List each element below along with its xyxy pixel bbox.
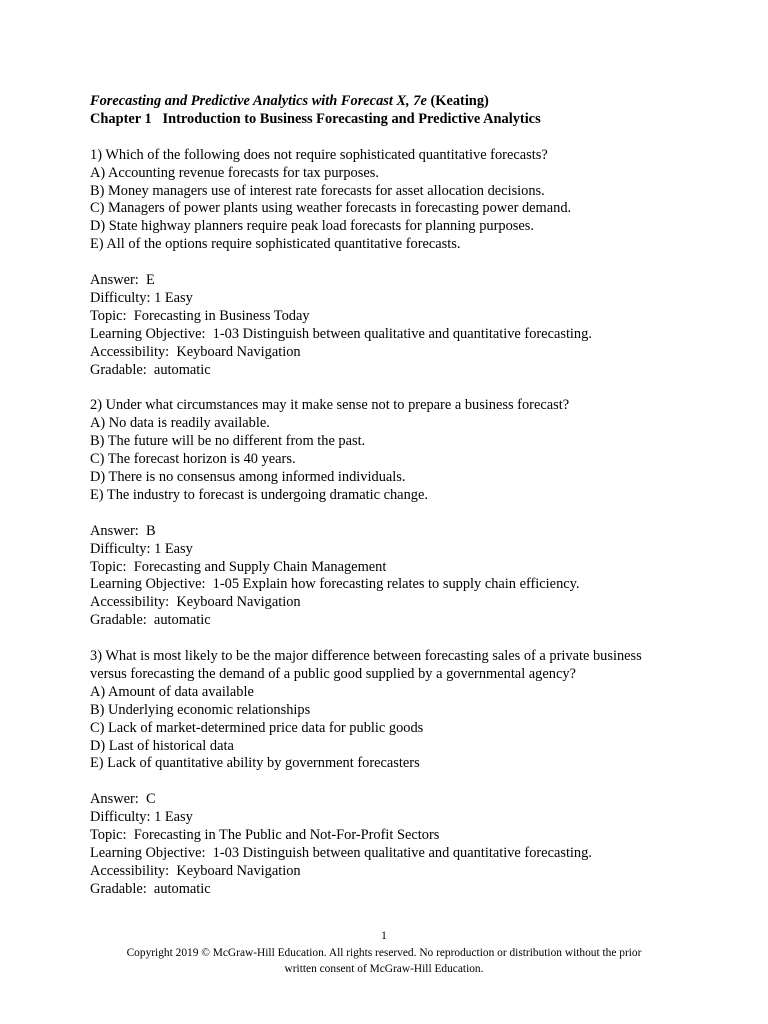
spacer [90,505,690,523]
question-stem: 2) Under what circumstances may it make sense not to prepare a business forecast? [90,397,570,414]
answer-option: E) All of the options require sophisticated quantitative forecasts. [90,236,461,253]
answer-option: A) Amount of data available [90,683,254,700]
answer-option: B) Underlying economic relationships [90,701,311,718]
question-block [90,397,690,648]
question-stem: versus forecasting the demand of a public good supplied by a governmental agency? [90,665,576,682]
question-meta: Accessibility: Keyboard Navigation [90,343,301,360]
book-author: (Keating) [430,93,489,109]
question-meta: Gradable: automatic [90,880,211,897]
question-meta: Accessibility: Keyboard Navigation [90,594,301,611]
question-block [90,648,690,899]
question-block [90,147,690,398]
question-meta: Topic: Forecasting in Business Today [90,307,310,324]
document-page [90,93,690,899]
answer-option: C) Lack of market-determined price data for public goods [90,719,424,736]
answer-option: D) State highway planners require peak load forecasts for planning purposes. [90,218,534,235]
question-meta: Difficulty: 1 Easy [90,289,193,306]
answer-option: C) The forecast horizon is 40 years. [90,451,296,468]
question-meta: Learning Objective: 1-03 Distinguish between qualitative and quantitative forecasting. [90,325,592,342]
spacer [90,379,690,397]
answer-option: D) Last of historical data [90,737,234,754]
page-number: 1 [381,930,387,942]
question-meta: Gradable: automatic [90,612,211,629]
spacer [90,254,690,272]
question-meta: Answer: E [90,272,155,289]
question-meta: Topic: Forecasting in The Public and Not-For-Profit Sectors [90,827,440,844]
answer-option: E) Lack of quantitative ability by government forecasters [90,755,420,772]
question-stem: 3) What is most likely to be the major difference between forecasting sales of a private business [90,648,642,665]
question-meta: Topic: Forecasting and Supply Chain Management [90,558,387,575]
question-meta: Answer: B [90,522,156,539]
question-meta: Gradable: automatic [90,361,211,378]
book-header [90,93,690,111]
question-list [90,147,690,899]
question-meta: Learning Objective: 1-03 Distinguish between qualitative and quantitative forecasting. [90,844,592,861]
spacer [90,630,690,648]
question-meta: Difficulty: 1 Easy [90,809,193,826]
question-meta: Accessibility: Keyboard Navigation [90,862,301,879]
chapter-title: Introduction to Business Forecasting and Predictive Analytics [162,110,541,127]
answer-option: D) There is no consensus among informed individuals. [90,468,406,485]
chapter-number: Chapter 1 [90,110,152,127]
answer-option: B) Money managers use of interest rate forecasts for asset allocation decisions. [90,182,545,199]
answer-option: B) The future will be no different from the past. [90,433,366,450]
copyright-line-2: written consent of McGraw-Hill Education. [284,963,484,975]
question-stem: 1) Which of the following does not require sophisticated quantitative forecasts? [90,146,548,163]
question-meta: Answer: C [90,791,156,808]
answer-option: E) The industry to forecast is undergoing dramatic change. [90,486,428,503]
spacer [90,773,690,791]
chapter-header [90,111,690,129]
book-title: Forecasting and Predictive Analytics with Forecast X, 7e [90,93,427,109]
spacer [90,129,690,147]
answer-option: A) No data is readily available. [90,415,270,432]
answer-option: C) Managers of power plants using weather forecasts in forecasting power demand. [90,200,572,217]
question-meta: Learning Objective: 1-05 Explain how forecasting relates to supply chain efficiency. [90,576,580,593]
copyright-line-1: Copyright 2019 © McGraw-Hill Education. All rights reserved. No reproduction or distribution without the prior [126,947,642,959]
question-meta: Difficulty: 1 Easy [90,540,193,557]
answer-option: A) Accounting revenue forecasts for tax purposes. [90,164,379,181]
